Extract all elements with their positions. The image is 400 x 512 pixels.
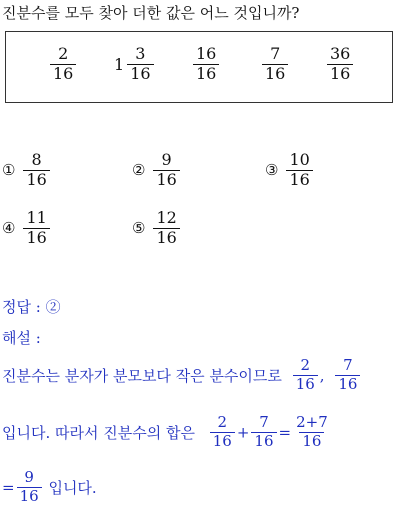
option-marker: ⑤ [132,219,146,238]
denominator: 16 [23,170,49,189]
explanation-fraction [210,415,235,450]
numerator: 8 [31,150,42,169]
mixed-fraction-part [127,46,153,83]
box-fraction-3 [193,46,219,83]
numerator: 7 [270,44,281,63]
option-3[interactable] [265,152,315,189]
denominator: 16 [127,64,153,83]
option-5[interactable] [132,210,182,247]
denominator: 16 [17,487,42,505]
denominator: 16 [210,432,235,450]
question-text: 진분수를 모두 찾아 더한 값은 어느 것입니까? [2,4,300,22]
box-fraction-5 [327,46,353,83]
numerator: 7 [343,356,353,374]
denominator: 16 [293,375,318,393]
numerator: 12 [156,208,177,227]
numerator: 9 [24,468,34,486]
option-4[interactable] [2,210,52,247]
denominator: 16 [262,64,288,83]
denominator: 16 [286,170,312,189]
explanation-text: 입니다. 따라서 진분수의 합은 [2,423,195,442]
numerator: 7 [259,413,269,431]
option-2[interactable] [132,152,182,189]
denominator: 16 [193,64,219,83]
box-fraction-2 [114,46,156,83]
option-marker: ② [132,161,146,180]
whole-number: 1 [114,54,125,74]
box-fraction-1 [50,46,76,83]
denominator: 16 [299,432,324,450]
comma-separator: , [319,366,325,385]
denominator: 16 [153,170,179,189]
denominator: 16 [335,375,360,393]
denominator: 16 [23,228,49,247]
option-fraction [286,152,312,189]
denominator: 16 [50,64,76,83]
explanation-text: 진분수는 분자가 분모보다 작은 분수이므로 [2,366,282,385]
explanation-heading: 해설 : [2,329,41,347]
numerator: 2 [58,44,69,63]
explanation-line-2 [2,415,333,450]
option-marker: ③ [265,161,279,180]
explanation-fraction [293,415,331,450]
numerator: 2+7 [296,413,328,431]
explanation-fraction [335,358,360,393]
explanation-fraction [251,415,276,450]
equals-sign: = [2,478,15,497]
option-fraction [153,210,179,247]
numerator: 2 [300,356,310,374]
option-fraction [23,152,49,189]
explanation-text: 입니다. [48,478,97,497]
numerator: 3 [135,44,146,63]
equals-sign: = [278,423,292,442]
option-marker: ① [2,161,16,180]
fraction-box [5,31,393,103]
plus-sign: + [236,423,250,442]
box-fraction-4 [262,46,288,83]
option-fraction [153,152,179,189]
numerator: 36 [330,44,351,63]
answer-label: 정답 : ② [2,298,61,316]
option-fraction [23,210,49,247]
denominator: 16 [251,432,276,450]
explanation-fraction [17,470,42,505]
explanation-fraction [293,358,318,393]
option-marker: ④ [2,219,16,238]
explanation-line-1 [2,358,362,393]
numerator: 10 [289,150,310,169]
option-1[interactable] [2,152,52,189]
denominator: 16 [327,64,353,83]
explanation-line-3 [2,470,97,505]
numerator: 2 [217,413,228,431]
numerator: 11 [26,208,47,227]
denominator: 16 [153,228,179,247]
numerator: 9 [161,150,172,169]
numerator: 16 [196,44,217,63]
